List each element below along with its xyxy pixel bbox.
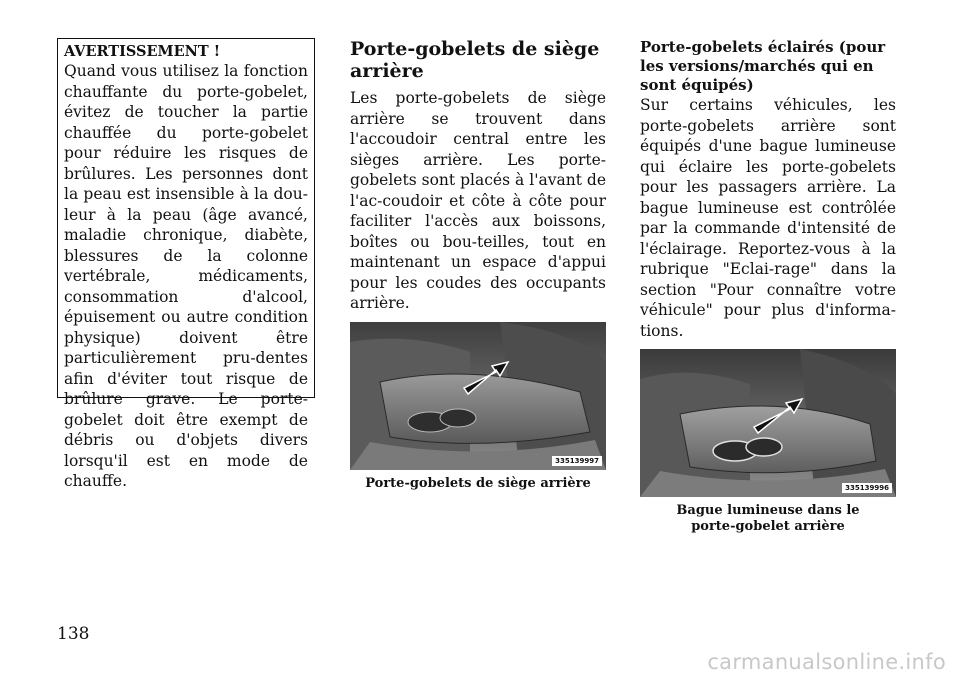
caption-line-1: Bague lumineuse dans le — [676, 503, 860, 518]
figure-caption: Porte-gobelets de siège arrière — [365, 475, 591, 491]
figure-code: 335139997 — [552, 456, 602, 466]
section-heading: Porte-gobelets de siège arrière — [350, 38, 600, 82]
caption-line-2: porte-gobelet arrière — [691, 519, 845, 534]
lit-cupholders-section — [640, 38, 896, 535]
section-body: Les porte-gobelets de siège arrière se trouvent dans l'accoudoir central entre les sièges arrière. Les porte-gobelets sont placés à l'avant de l'ac-coudoir et côte à côte pour faciliter l'accès aux boissons, boîtes ou bou-teilles, tout en maintenant un espace d'appui pour les coudes des occupants arrière. — [350, 89, 606, 312]
figure-code: 335139996 — [842, 483, 892, 493]
warning-box — [57, 38, 315, 490]
light-ring-illustration — [640, 349, 896, 497]
section-heading: Porte-gobelets éclairés (pour les versions/marchés qui en sont équipés) — [640, 38, 886, 94]
warning-column — [57, 38, 315, 490]
lit-cupholder-photo — [640, 349, 896, 497]
warning-title: AVERTISSEMENT ! — [64, 43, 221, 60]
page-number: 138 — [57, 624, 90, 644]
rear-cupholders-photo — [350, 322, 606, 470]
armrest-cupholder-illustration — [350, 322, 606, 470]
watermark: carmanualsonline.info — [707, 650, 946, 674]
section-body: Sur certains véhicules, les porte-gobelets arrière sont équipés d'une bague lumineuse qui éclaire les porte-gobelets pour les passagers arrière. La bague lumineuse est contrôlée par la commande d'intensité de l'éclairage. Reportez-vous à la rubrique "Eclai-rage" dans la section "Pour connaître votre véhicule" pour plus d'informa-tions. — [640, 96, 896, 340]
warning-text: Quand vous utilisez la fonction chauffante du porte-gobelet, évitez de toucher la partie chauffée du porte-gobelet pour réduire les risques de brûlures. Les personnes dont la peau est insensible à la dou-leur à la peau (âge avancé, maladie chronique, diabète, blessures de la colonne vertébrale, médicaments, consommation d'alcool, épuisement ou autre condition physique) doivent être particulièrement pru-dentes afin d'éviter tout risque de brûlure grave. Le porte-gobelet doit être exempt de débris ou d'objets divers lorsqu'il est en mode de chauffe. — [64, 62, 308, 490]
figure-caption — [640, 503, 896, 535]
rear-cupholders-section — [350, 38, 606, 492]
